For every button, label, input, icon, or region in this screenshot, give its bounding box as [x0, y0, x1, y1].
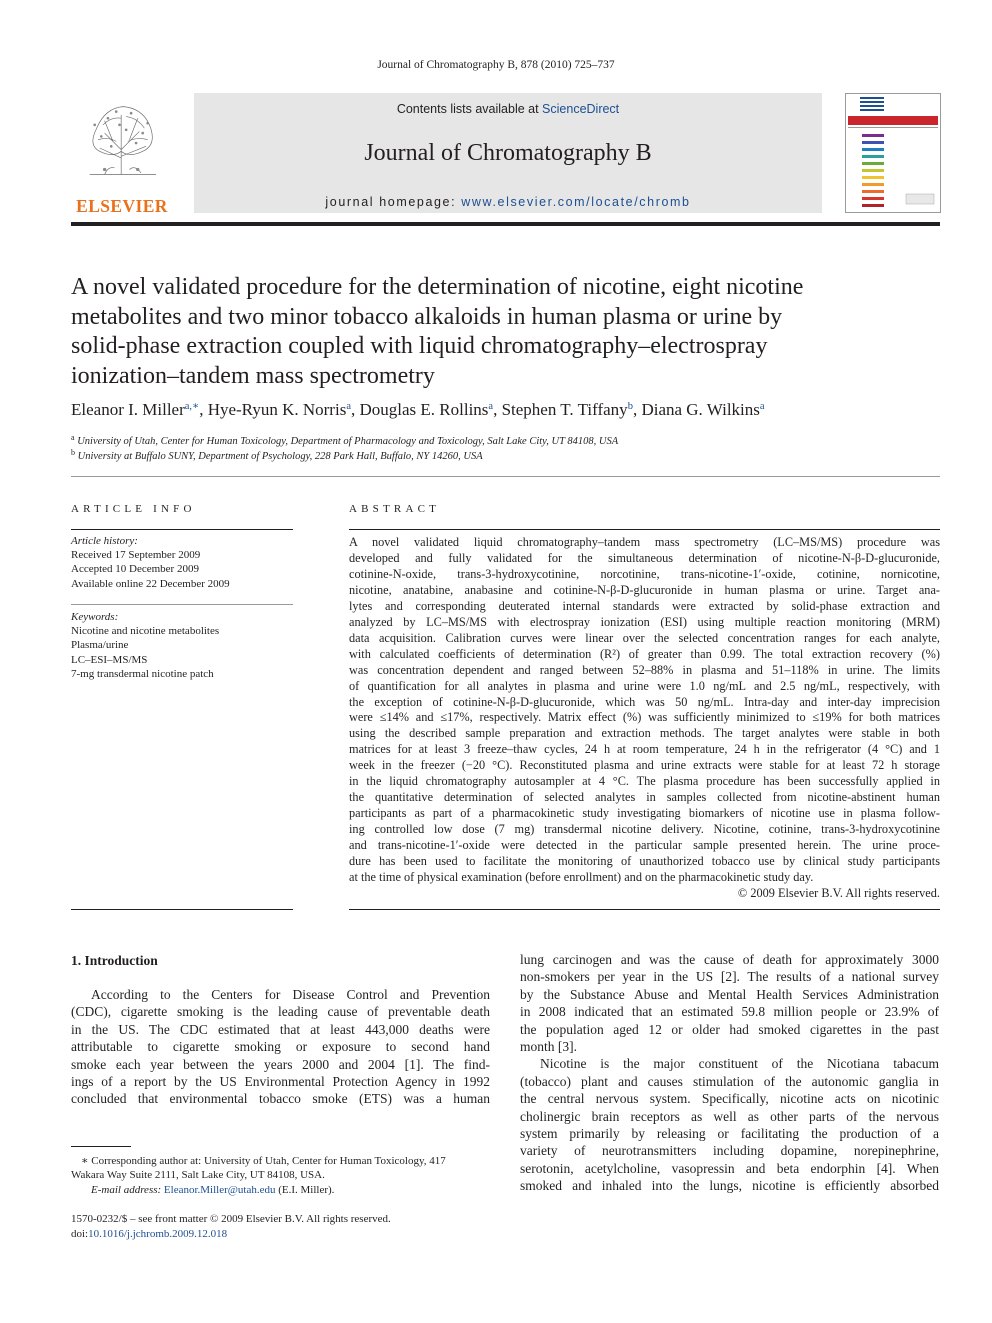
body-line: the population aged 12 or older had smoked cigarettes in the past [520, 1021, 939, 1037]
journal-title: Journal of Chromatography B [364, 140, 652, 166]
history-received: Received 17 September 2009 [71, 549, 201, 562]
author-name: Stephen T. Tiffany [501, 400, 628, 419]
article-info-label: ARTICLE INFO [71, 503, 196, 515]
body-line: lung carcinogen and was the cause of death for approximately 3000 [520, 952, 939, 967]
abstract-line: cotinine-N-oxide, trans-3-hydroxycotinine, norcotinine, trans-nicotine-1′-oxide, cotinine, nornicotine, [349, 566, 940, 581]
sciencedirect-link[interactable]: ScienceDirect [542, 102, 620, 116]
author-affil-sup[interactable]: b [627, 401, 633, 412]
email-label: E-mail address: [91, 1183, 164, 1196]
article-info-rule [71, 529, 293, 530]
author-affil-sup[interactable]: a [346, 401, 351, 412]
author-separator: , [350, 400, 360, 419]
abstract-line: the quantitative determination of selected analytes in samples collected from nicotine-abstinent human [349, 790, 940, 805]
body-line: the central nervous system. Specifically, nicotine acts on nicotinic [520, 1091, 939, 1107]
contents-line [194, 102, 822, 116]
author-separator: , [632, 400, 642, 419]
keyword: Nicotine and nicotine metabolites [71, 625, 220, 638]
footnote-line: Wakara Way Suite 2111, Salt Lake City, UT 84108, USA. [71, 1169, 325, 1182]
elsevier-tree-logo-icon [71, 100, 173, 196]
abstract-line: using the described sample preparation and extraction methods. The target analytes were stable in both [349, 726, 940, 741]
abstract-text [349, 535, 940, 886]
title-line: A novel validated procedure for the determination of nicotine, eight nicotine [71, 274, 804, 300]
body-line: month [3]. [520, 1039, 577, 1055]
author-separator: , [493, 400, 502, 419]
body-line: smoked and inhaled into the lungs, nicotine is efficiently absorbed [520, 1178, 939, 1194]
homepage-prefix: journal homepage: [325, 195, 462, 209]
masthead-rule [71, 222, 940, 226]
article-title [71, 273, 940, 391]
body-line: in 2008 indicated that an estimated 59.8 million people or 23.9% of [520, 1004, 939, 1020]
body-line: (CDC), cigarette smoking is the leading cause of preventable death [71, 1004, 490, 1020]
body-line: attributable to cigarette smoking or exposure to second hand [71, 1039, 490, 1055]
abstract-line: were ≤14% and ≤17%, respectively. Matrix effect (%) was sufficiently minimized to ≤19% for both matrices [349, 710, 940, 725]
body-line: system primarily by releasing or facilitating the production of a [520, 1126, 939, 1142]
contents-prefix: Contents lists available at [396, 102, 543, 116]
author-separator: , [199, 400, 208, 419]
body-line: in the US. The CDC estimated that at least 443,000 deaths were [71, 1021, 490, 1037]
author-name: Diana G. Wilkins [641, 400, 760, 419]
keywords-rule [71, 604, 293, 605]
abstract-line: and trans-nicotine-1′-oxide were detected in the particular sample presented herein. The urine proce- [349, 838, 940, 853]
title-line: solid-phase extraction coupled with liquid chromatography–electrospray [71, 333, 768, 359]
body-line: Nicotine is the major constituent of the Nicotiana tabacum [540, 1056, 939, 1072]
abstract-line: was concentration dependent and ranged between 52–88% in plasma and 51–118% in urine. The limits [349, 662, 940, 677]
keywords-label: Keywords: [71, 611, 119, 623]
author-name: Douglas E. Rollins [359, 400, 489, 419]
email-link[interactable]: Eleanor.Miller@utah.edu [163, 1183, 276, 1196]
doi-link[interactable]: 10.1016/j.jchromb.2009.12.018 [88, 1228, 228, 1240]
body-line: non-smokers per year in the US [2]. The results of a national survey [520, 969, 939, 985]
abstract-line: week in the freezer (−20 °C). Reconstituted plasma and urine extracts were stable for at least 72 h storage [349, 758, 940, 773]
author-affil-sup[interactable]: a [759, 401, 765, 412]
abstract-line: A novel validated liquid chromatography–tandem mass spectrometry (LC–MS/MS) procedure was [349, 535, 940, 549]
abstract-line: dure has been used to facilitate the monitoring of unauthorized tobacco use by clinical study participants [349, 854, 940, 869]
author-affil-sup[interactable]: a,∗ [184, 401, 200, 412]
abstract-line: the exception of cotinine-N-β-D-glucuronide, which was 50 ng/mL. Intra-day and inter-day imprecision [349, 694, 940, 709]
history-online: Available online 22 December 2009 [71, 577, 230, 590]
abstract-label: ABSTRACT [349, 503, 441, 515]
abstract-line: nicotine, anatabine, anabasine and cotinine-N-β-D-glucuronide in human plasma or urine. Target ana- [349, 582, 940, 597]
article-history [71, 534, 293, 591]
affiliation-a [71, 433, 940, 447]
keywords [71, 610, 293, 681]
title-divider [71, 476, 940, 477]
affiliation-b [71, 448, 940, 462]
body-line: cholinergic brain receptors as well as other parts of the nervous [520, 1108, 939, 1124]
body-line: ings of a report by the US Environmental Protection Agency in 1992 [71, 1074, 490, 1090]
body-right-column [520, 951, 939, 1195]
abstract-rule [349, 529, 940, 530]
abstract-line: matrices for at least 3 freeze–thaw cycles, 24 h at room temperature, 24 h in the refrigerator (4 °C) and 1 [349, 742, 940, 757]
footnote-rule [71, 1146, 131, 1147]
abstract-line: at the time of physical examination (before enrollment) and on the pharmacokinetic study day. [349, 870, 814, 885]
homepage-link[interactable]: www.elsevier.com/locate/chromb [461, 195, 691, 209]
abstract-line: with calculated coefficients of determination (R²) of greater than 0.99. The total extraction recovery (%) [349, 646, 940, 661]
issn-line: 1570-0232/$ – see front matter © 2009 Elsevier B.V. All rights reserved. [71, 1213, 391, 1225]
author-affil-sup[interactable]: a [488, 401, 494, 412]
body-line: by the Substance Abuse and Mental Health Services Administration [520, 986, 939, 1002]
body-line: serotonin, acetylcholine, vasopressin and beta endorphin [4]. When [520, 1160, 939, 1176]
history-label: Article history: [71, 535, 138, 547]
body-left-column [71, 986, 490, 1108]
abstract-line: developed and fully validated for the simultaneous determination of nicotine-N-β-D-glucuronide, [349, 550, 940, 565]
doi-prefix: doi: [71, 1228, 89, 1240]
keyword: LC–ESI–MS/MS [71, 653, 148, 666]
abstract-line: lytes and corresponding deuterated internal standards were extracted by solid-phase extraction and [349, 598, 940, 613]
affiliation-sup: b [71, 448, 75, 457]
abstract-line: data acquisition. Calibration curves were linear over the selected concentration ranges for each analyte, [349, 630, 940, 645]
doi-line [71, 1227, 671, 1241]
keyword: 7-mg transdermal nicotine patch [71, 667, 214, 680]
body-line: According to the Centers for Disease Control and Prevention [91, 987, 490, 1002]
affiliation-text: University of Utah, Center for Human Toxicology, Department of Pharmacology and Toxicology, Salt Lake City, UT 84108, USA [77, 436, 619, 447]
body-line: variety of neurotransmitters including dopamine, norepinephrine, [520, 1143, 939, 1159]
abstract-line: in the liquid chromatography autosampler at 4 °C. The plasma procedure has been successfully applied in [349, 774, 940, 789]
body-line: smoke each year between the years 2000 and 2004 [1]. The find- [71, 1056, 490, 1072]
publisher-name: ELSEVIER [76, 196, 168, 216]
affiliation-sup: a [71, 433, 75, 442]
abstract-line: participants as part of a pharmacokinetic study investigating biomarkers of nicotine use in plasma follow- [349, 806, 940, 821]
article-info-bottom-rule [71, 909, 293, 910]
email-line [71, 1183, 490, 1197]
keyword: Plasma/urine [71, 639, 129, 652]
abstract-line: of quantification for all analytes in plasma and urine were 1.0 ng/mL and 2.5 ng/mL, respectively, with [349, 678, 940, 693]
running-head: Journal of Chromatography B, 878 (2010) 725–737 [377, 59, 615, 71]
journal-cover-icon [845, 93, 941, 213]
email-suffix: (E.I. Miller). [275, 1183, 335, 1196]
abstract-copyright: © 2009 Elsevier B.V. All rights reserved. [737, 886, 940, 900]
abstract-line: ing controlled low dose (7 mg) transdermal nicotine delivery. Nicotine, cotinine, trans-3-hydroxycotinine [349, 822, 940, 837]
body-line: (tobacco) plant and causes stimulation of the autonomic ganglia in [520, 1073, 939, 1089]
author-name: Hye-Ryun K. Norris [207, 400, 347, 419]
author-list [71, 400, 940, 420]
history-accepted: Accepted 10 December 2009 [71, 563, 199, 576]
title-line: ionization–tandem mass spectrometry [71, 362, 435, 389]
abstract-bottom-rule [349, 909, 940, 910]
affiliation-text: University at Buffalo SUNY, Department of Psychology, 228 Park Hall, Buffalo, NY 14260, USA [77, 451, 483, 462]
footnote-line: ∗ Corresponding author at: University of Utah, Center for Human Toxicology, 417 [81, 1155, 446, 1167]
title-line: metabolites and two minor tobacco alkaloids in human plasma or urine by [71, 303, 783, 330]
abstract-line: analyzed by LC–MS/MS with electrospray ionization (ESI) using multiple reaction monitoring (MRM) [349, 614, 940, 629]
body-line: concluded that environmental tobacco smoke (ETS) was a human [71, 1091, 490, 1107]
corresponding-author-note [71, 1154, 490, 1197]
author-name: Eleanor I. Miller [71, 400, 185, 419]
homepage-line [194, 195, 822, 209]
section-heading-introduction: 1. Introduction [71, 953, 158, 968]
